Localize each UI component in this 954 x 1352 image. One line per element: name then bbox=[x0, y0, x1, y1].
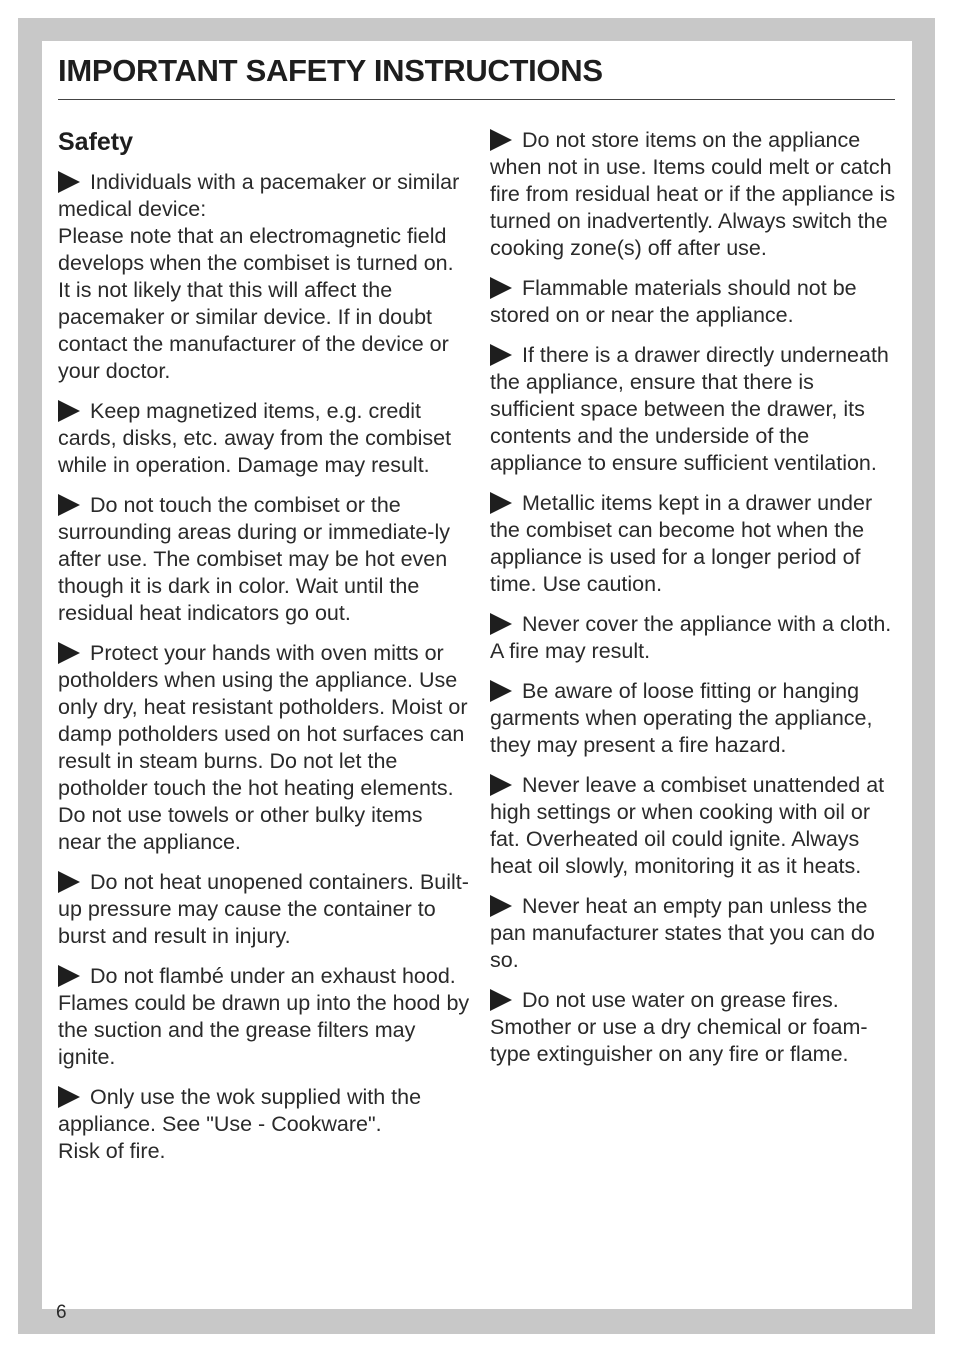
safety-item-text: Do not flambé under an exhaust hood. Flames could be drawn up into the hood by the suction and the grease filters may ignite. bbox=[58, 964, 470, 1069]
triangle-right-icon bbox=[58, 494, 80, 516]
safety-item-text: Flammable materials should not be stored on or near the appliance. bbox=[490, 276, 857, 327]
safety-item bbox=[490, 342, 900, 477]
safety-item-text: Individuals with a pacemaker or similar medical device: bbox=[58, 170, 460, 221]
right-column bbox=[490, 127, 900, 1081]
safety-item bbox=[58, 869, 470, 950]
safety-item bbox=[490, 987, 900, 1068]
triangle-right-icon bbox=[58, 965, 80, 987]
triangle-right-icon bbox=[58, 171, 80, 193]
safety-item-text: Be aware of loose fitting or hanging garments when operating the appliance, they may present a fire hazard. bbox=[490, 679, 873, 757]
triangle-right-icon bbox=[490, 129, 512, 151]
safety-item bbox=[490, 127, 900, 262]
safety-item bbox=[58, 492, 470, 627]
left-item-list bbox=[58, 169, 470, 1165]
safety-item-text: Please note that an electromagnetic field develops when the combiset is turned on. It is not likely that this will affect the pacemaker or similar device. If in doubt contact the manufacturer of the device or your doctor. bbox=[58, 224, 454, 383]
left-column bbox=[58, 121, 470, 1178]
safety-item-text: Risk of fire. bbox=[58, 1139, 166, 1163]
safety-item bbox=[490, 275, 900, 329]
triangle-right-icon bbox=[490, 344, 512, 366]
safety-item-text: Do not touch the combiset or the surrounding areas during or immediate-ly after use. The combiset may be hot even though it is dark in color. Wait until the residual heat indicators go out. bbox=[58, 493, 450, 625]
safety-item bbox=[490, 490, 900, 598]
right-item-list bbox=[490, 127, 900, 1068]
safety-item bbox=[58, 640, 470, 856]
safety-item bbox=[490, 611, 900, 665]
triangle-right-icon bbox=[58, 642, 80, 664]
safety-item bbox=[58, 1084, 470, 1165]
safety-item-text: If there is a drawer directly underneath the appliance, ensure that there is sufficient space between the drawer, its contents and the underside of the appliance to ensure sufficient ventilation. bbox=[490, 343, 889, 475]
triangle-right-icon bbox=[58, 400, 80, 422]
triangle-right-icon bbox=[490, 613, 512, 635]
triangle-right-icon bbox=[490, 680, 512, 702]
safety-item-text: Metallic items kept in a drawer under the combiset can become hot when the appliance is used for a longer period of time. Use caution. bbox=[490, 491, 873, 596]
triangle-right-icon bbox=[58, 1086, 80, 1108]
safety-item bbox=[490, 678, 900, 759]
safety-item-text: Protect your hands with oven mitts or potholders when using the appliance. Use only dry, heat resistant potholders. Moist or damp potholders used on hot surfaces can result in steam burns. Do not let the potholder touch the hot heating elements. Do not use towels or other bulky items near the appliance. bbox=[58, 641, 468, 854]
triangle-right-icon bbox=[490, 895, 512, 917]
safety-item bbox=[58, 398, 470, 479]
safety-item-text: Never leave a combiset unattended at high settings or when cooking with oil or fat. Overheated oil could ignite. Always heat oil slowly, monitoring it as it heats. bbox=[490, 773, 885, 878]
safety-item bbox=[490, 772, 900, 880]
section-heading: Safety bbox=[58, 128, 134, 156]
document-page bbox=[42, 41, 912, 1309]
safety-item-text: Never heat an empty pan unless the pan manufacturer states that you can do so. bbox=[490, 894, 875, 972]
safety-item-text: Do not store items on the appliance when not in use. Items could melt or catch fire from residual heat or if the appliance is turned on inadvertently. Always switch the cooking zone(s) off after use. bbox=[490, 128, 896, 260]
triangle-right-icon bbox=[58, 871, 80, 893]
triangle-right-icon bbox=[490, 989, 512, 1011]
page-title: IMPORTANT SAFETY INSTRUCTIONS bbox=[58, 53, 603, 88]
triangle-right-icon bbox=[490, 277, 512, 299]
safety-item-text: Do not use water on grease fires. Smother or use a dry chemical or foam-type extinguisher on any fire or flame. bbox=[490, 988, 868, 1066]
page-number: 6 bbox=[56, 1302, 67, 1323]
safety-item-text: Do not heat unopened containers. Built-up pressure may cause the container to burst and result in injury. bbox=[58, 870, 469, 948]
triangle-right-icon bbox=[490, 492, 512, 514]
safety-item-text: Never cover the appliance with a cloth. A fire may result. bbox=[490, 612, 892, 663]
triangle-right-icon bbox=[490, 774, 512, 796]
title-divider bbox=[58, 99, 895, 100]
safety-item-text: Keep magnetized items, e.g. credit cards, disks, etc. away from the combiset while in operation. Damage may result. bbox=[58, 399, 452, 477]
safety-item-text: Only use the wok supplied with the appliance. See "Use - Cookware". bbox=[58, 1085, 422, 1136]
safety-item bbox=[490, 893, 900, 974]
safety-item bbox=[58, 169, 470, 385]
safety-item bbox=[58, 963, 470, 1071]
